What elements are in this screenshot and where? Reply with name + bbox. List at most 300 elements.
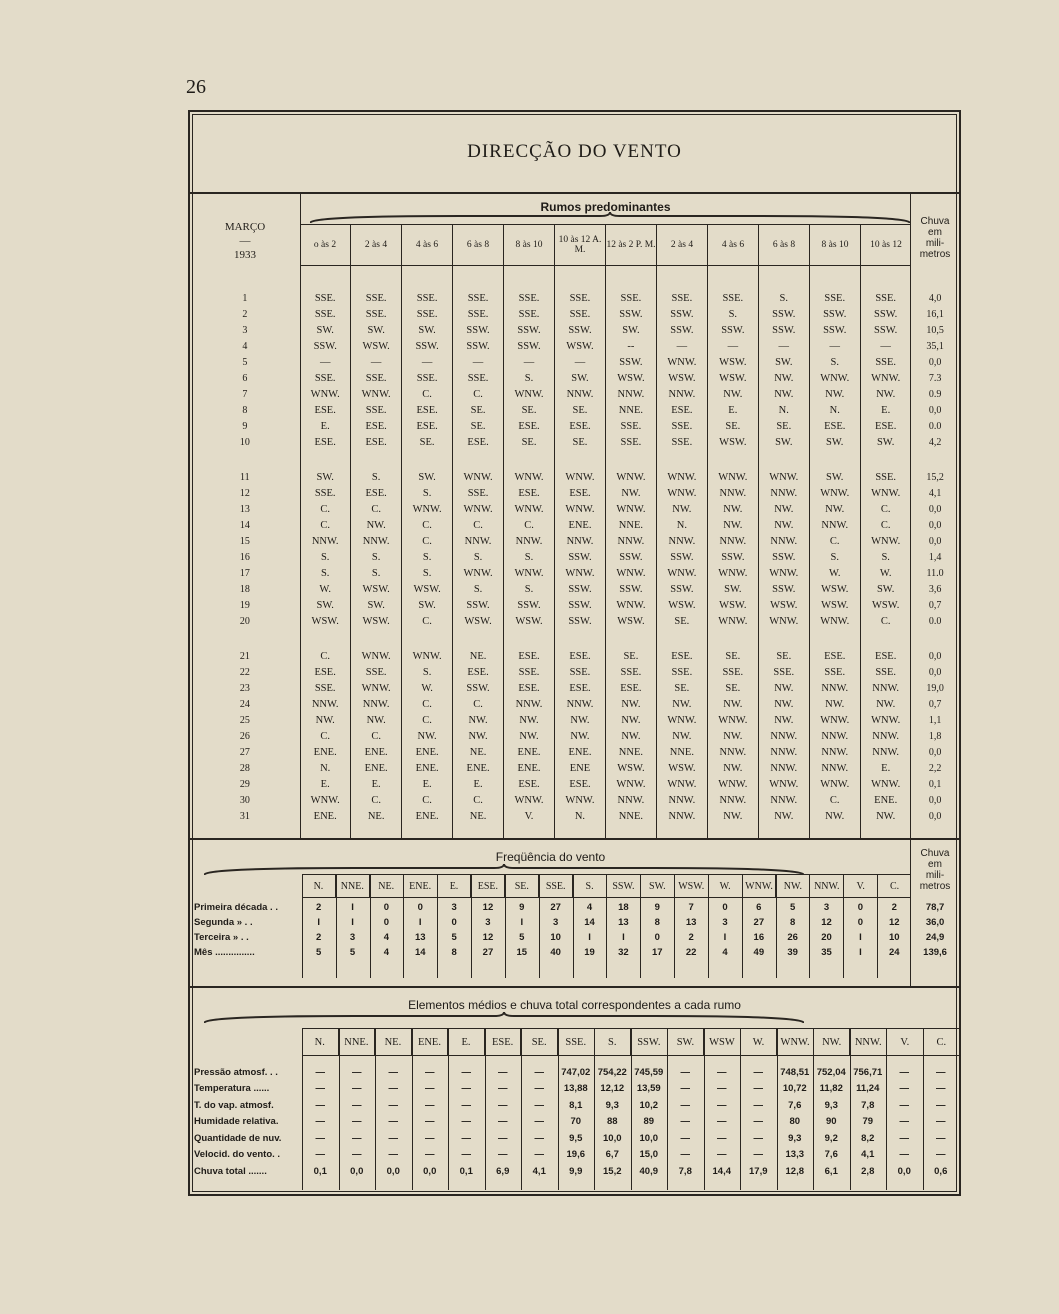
wind-direction-cell: NW. [621,730,641,742]
wind-direction-cell: SE. [419,436,435,448]
elements-cell: — [717,1116,727,1128]
elements-rows [190,1064,959,1180]
wind-direction-cell: SE. [623,650,639,662]
wind-direction-cell: WNW. [871,535,901,547]
wind-direction-cell: ENE. [364,762,388,774]
frequency-cell: 15 [516,947,528,958]
elements-values [302,1100,959,1111]
elements-cell: 4,1 [532,1165,546,1177]
wind-cells [300,779,911,790]
month-label [190,220,300,262]
wind-direction-cell: SSW. [670,551,694,563]
frequency-column-header: S. [572,875,606,897]
wind-direction-cell: NNW. [872,730,900,742]
rain-value: 0,0 [928,794,942,806]
frequency-row [190,915,959,930]
wind-direction-cell: SSE. [518,308,540,320]
wind-direction-cell: WNW. [667,471,697,483]
frequency-column-header: NNE. [335,875,369,897]
row-label: Mês ............... [194,947,255,958]
elements-cell: 9,9 [569,1165,583,1177]
wind-direction-cell: C. [422,615,432,627]
wind-direction-cell: E. [881,762,891,774]
elements-cell: — [315,1083,325,1095]
wind-direction-cell: ESE. [416,404,438,416]
wind-direction-cell: — [727,340,739,352]
wind-direction-cell: NNW. [566,535,594,547]
elements-cell: 7,6 [824,1149,838,1161]
day-row [190,290,959,306]
elements-column-header: N. [314,1036,325,1048]
wind-direction-cell: WNW. [616,599,646,611]
elements-row [190,1064,959,1081]
elements-column-header: WSW [703,1029,740,1055]
wind-direction-cell: NNW. [617,388,645,400]
wind-direction-cell: ENE. [415,762,439,774]
wind-direction-cell: WNW. [667,714,697,726]
wind-direction-cell: NW. [825,698,845,710]
wind-direction-cell: S. [422,567,432,579]
wind-direction-cell: SSW. [466,340,490,352]
wind-direction-cell: — [472,356,484,368]
elements-cell: — [461,1066,471,1078]
wind-direction-cell: SE. [725,420,741,432]
frequency-cell: I [622,932,625,943]
frequency-cell: 9 [519,902,525,913]
rain-header-line: metros [919,881,951,892]
wind-direction-cell: NW. [774,503,794,515]
wind-direction-cell: SE. [674,682,690,694]
elements-cell: — [461,1099,471,1111]
wind-direction-cell: C. [422,698,432,710]
wind-direction-cell: SSE. [569,308,591,320]
wind-direction-cell: SSW. [772,583,796,595]
frequency-values [302,947,911,958]
wind-direction-cell: ESE. [671,650,693,662]
day-row [190,485,959,501]
elements-cell: — [753,1083,763,1095]
hour-header: 2 às 4 [350,225,401,265]
wind-direction-cell: — [880,340,891,352]
hour-header: o às 2 [313,240,337,250]
frequency-column-header: SSW. [606,875,640,897]
wind-direction-cell: NNW. [515,535,543,547]
wind-direction-cell: NW. [723,810,743,822]
elements-cell: — [753,1099,763,1111]
elements-cell: — [425,1083,435,1095]
day-number: 14 [239,519,250,531]
elements-cell: 17,9 [749,1165,768,1177]
wind-direction-cell: E. [422,778,432,790]
frequency-cell: 0 [383,917,390,928]
elements-cell: 0,0 [897,1165,911,1177]
elements-column-header: C. [923,1029,960,1055]
wind-direction-cell: WNW. [463,503,493,515]
wind-direction-cell: SSW. [823,324,847,336]
wind-direction-cell: WNW. [769,615,799,627]
wind-direction-cell: SW. [724,583,742,595]
wind-direction-cell: WNW. [514,794,544,806]
elements-cell: — [680,1132,690,1144]
elements-row [190,1163,959,1180]
day-row [190,680,959,696]
frequency-column-header: SSE. [538,875,572,897]
wind-direction-cell: SSE. [365,404,387,416]
rain-value: 0,0 [928,519,942,531]
elements-column-header: SW. [667,1029,704,1055]
wind-direction-cell: SW. [418,471,436,483]
frequency-values [302,917,911,928]
wind-direction-cell: SSW. [568,615,592,627]
wind-direction-cell: SSE. [671,666,693,678]
wind-direction-cell: SSW. [874,324,898,336]
wind-direction-cell: NNW. [821,519,849,531]
wind-cells [300,357,911,368]
elements-cell: — [461,1116,471,1128]
elements-cell: — [899,1099,909,1111]
wind-cells [300,795,911,806]
frequency-cell: 10 [550,932,561,943]
day-number: 5 [242,356,248,368]
wind-direction-cell: WNW. [412,650,442,662]
wind-direction-cell: NE. [469,650,487,662]
frequency-column-header: N. [313,880,324,892]
frequency-cell: I [351,902,354,913]
frequency-column-header: NNW. [809,875,843,897]
wind-direction-cell: NW. [570,730,590,742]
wind-direction-cell: WNW. [463,567,493,579]
wind-direction-cell: ENE. [364,746,388,758]
frequency-cell: 32 [618,947,629,958]
elements-cell: 80 [789,1116,801,1128]
wind-direction-cell: NW. [468,730,488,742]
wind-direction-cell: SSE. [467,292,489,304]
frequency-cell: 5 [519,932,525,943]
wind-direction-cell: SSE. [365,666,387,678]
wind-direction-cell: E. [371,778,381,790]
wind-direction-cell: NNE. [618,810,644,822]
frequency-cell: 2 [316,902,322,913]
day-number: 2 [242,308,248,320]
wind-direction-cell: WNW. [565,471,595,483]
wind-direction-cell: NNE. [669,746,694,758]
wind-direction-cell: SSE. [569,666,591,678]
wind-direction-cell: NW. [723,503,743,515]
day-row [190,533,959,549]
wind-direction-cell: C. [320,519,331,531]
frequency-cell: 9 [654,902,660,913]
elements-cell: — [461,1149,471,1161]
wind-direction-cell: NNW. [770,487,798,499]
wind-direction-cell: WSW. [464,615,492,627]
wind-direction-cell: WNW. [871,487,901,499]
elements-cell: 9,5 [569,1132,583,1144]
wind-direction-cell: WSW. [770,599,798,611]
wind-direction-cell: S. [779,292,788,304]
wind-direction-cell: — [523,356,535,368]
wind-direction-cell: SSW. [568,324,592,336]
frequency-cell: 5 [790,902,796,913]
elements-cell: — [753,1066,763,1078]
wind-direction-cell: NW. [723,698,743,710]
frequency-cell: 35 [821,947,832,958]
wind-direction-cell: WSW. [362,615,390,627]
elements-cell: — [461,1083,471,1095]
wind-direction-cell: WSW. [719,372,747,384]
day-row [190,418,959,434]
wind-direction-cell: WNW. [718,567,748,579]
frequency-cell: 4 [383,947,390,958]
wind-direction-cell: SSE. [722,666,744,678]
frequency-column-header: SE. [504,875,538,897]
elements-cell: — [534,1132,544,1144]
frequency-title: Freqüência do vento [495,850,606,864]
page-number: 26 [186,76,206,98]
elements-values [302,1166,959,1177]
day-number: 19 [239,599,250,611]
wind-direction-cell: SSW. [619,308,643,320]
elements-cell: 8,2 [861,1132,875,1144]
rain-header-line: Chuva [920,216,950,227]
wind-cells [300,667,911,678]
wind-direction-cell: NW. [774,372,794,384]
elements-brace [204,1012,804,1024]
elements-column-header: S. [594,1029,631,1055]
wind-direction-cell: SSE. [365,372,387,384]
wind-direction-cell: NNW. [311,535,339,547]
wind-direction-cell: ESE. [569,650,591,662]
elements-cell: — [388,1116,398,1128]
wind-direction-cell: ESE. [467,666,489,678]
wind-direction-cell: ENE [569,762,591,774]
wind-direction-cell: SSE. [467,487,489,499]
elements-cell: — [498,1066,508,1078]
frequency-cell: 22 [685,947,697,958]
wind-direction-cell: WSW. [668,372,696,384]
wind-direction-cell: SSE. [518,292,540,304]
wind-direction-cell: SSE. [314,308,336,320]
wind-direction-cell: WSW. [566,340,594,352]
wind-direction-cell: ESE. [824,650,846,662]
hour-header: 6 às 8 [758,225,809,265]
wind-direction-cell: SW. [775,356,793,368]
wind-direction-cell: ESE. [875,650,897,662]
day-row [190,549,959,565]
wind-cells [300,699,911,710]
rain-value: 0,0 [928,746,942,758]
wind-direction-cell: SSW. [568,599,592,611]
rain-value: 1,8 [928,730,942,742]
elements-cell: 11,24 [856,1083,880,1095]
wind-direction-cell: S. [320,551,330,563]
row-label: Primeira década . . [194,902,278,913]
wind-direction-cell: ENE. [415,810,439,822]
elements-cell: — [534,1066,544,1078]
elements-cell: — [425,1132,435,1144]
elements-column-header: SSE. [557,1029,594,1055]
wind-direction-cell: SSW. [517,340,541,352]
elements-cell: 9,3 [824,1099,838,1111]
elements-cell: — [315,1132,325,1144]
frequency-cell: 0 [722,902,728,913]
wind-direction-cell: E. [881,404,891,416]
rain-value: 0.0 [928,615,942,627]
rain-header-line: em [928,859,942,870]
row-label: Quantidade de nuv. [194,1132,282,1144]
elements-cell: — [936,1099,946,1111]
frequency-cell: I [859,932,862,943]
wind-direction-cell: SSE. [467,308,489,320]
wind-direction-cell: SSW. [466,682,490,694]
wind-direction-cell: NNW. [719,794,747,806]
frequency-cell: 5 [451,932,457,943]
elements-cell: — [680,1099,690,1111]
rain-value: 3,6 [928,583,942,595]
day-number: 4 [242,340,248,352]
wind-direction-cell: WSW. [617,615,645,627]
wind-direction-cell: WSW. [362,340,390,352]
elements-column-header: E. [447,1029,484,1055]
wind-cells [300,584,911,595]
wind-direction-cell: ESE. [314,436,336,448]
wind-direction-cell: NNW. [668,810,696,822]
elements-cell: 13,3 [785,1149,804,1161]
wind-direction-cell: ESE. [518,650,540,662]
wind-direction-cell: SE. [470,404,486,416]
frequency-cell: 24 [888,947,900,958]
frequency-cell: 0 [417,902,423,913]
frequency-cell: 5 [349,947,356,958]
elements-cell: — [498,1149,508,1161]
wind-direction-cell: S. [830,551,839,563]
frequency-cell: 3 [553,917,559,928]
wind-cells [300,293,911,304]
wind-direction-cell: SE. [470,420,486,432]
elements-cell: — [753,1149,763,1161]
hour-header: 4 às 6 [707,225,758,265]
frequency-cell: 14 [414,947,426,958]
wind-direction-cell: WNW. [616,503,646,515]
wind-direction-cell: W. [828,567,841,579]
rain-value: 16,1 [926,308,944,320]
wind-direction-cell: C. [473,519,483,531]
wind-direction-cell: — [574,356,586,368]
wind-direction-cell: SSW. [619,551,643,563]
elements-cell: 90 [825,1116,837,1128]
day-row [190,338,959,354]
wind-direction-cell: SSW. [415,340,439,352]
frequency-cell: 5 [316,947,322,958]
wind-direction-cell: NNW. [821,682,849,694]
wind-direction-cell: E. [320,420,330,432]
elements-column-header: ESE. [484,1029,521,1055]
day-number: 24 [239,698,250,710]
wind-direction-cell: NW. [519,730,539,742]
frequency-column-header: WSW. [674,875,708,897]
wind-direction-cell: N. [778,404,789,416]
frequency-row [190,900,959,915]
wind-direction-cell: SSW. [517,599,541,611]
wind-direction-cell: S. [473,551,483,563]
frequency-cell: 4 [586,902,593,913]
wind-direction-cell: WNW. [616,778,646,790]
wind-direction-cell: WNW. [820,372,850,384]
rain-value: 1,4 [928,551,942,563]
wind-direction-cell: WNW. [667,567,697,579]
day-number: 15 [239,535,250,547]
elements-column-header: WNW. [776,1029,813,1055]
wind-direction-cell: WNW. [871,778,901,790]
wind-direction-cell: NW. [672,730,692,742]
elements-cell: 10,0 [639,1132,658,1144]
row-label: Chuva total ....... [194,1165,267,1177]
wind-direction-cell: SW. [622,324,640,336]
wind-direction-cell: — [778,340,790,352]
wind-direction-cell: SSW. [670,324,694,336]
wind-direction-cell: S. [473,583,483,595]
frequency-cell: 14 [584,917,595,928]
wind-direction-cell: C. [473,794,483,806]
wind-direction-cell: S. [728,308,738,320]
wind-cells [300,488,911,499]
wind-direction-cell: NNW. [719,535,747,547]
rain-value: 4,1 [928,487,942,499]
frequency-cell: 4 [383,932,390,943]
wind-direction-cell: V. [524,810,534,822]
row-label: Humidade relativa. [194,1116,279,1128]
wind-frequency-table [190,840,959,988]
wind-direction-cell: SSE. [518,666,540,678]
day-number: 25 [239,714,250,726]
elements-cell: 15,0 [639,1149,658,1161]
elements-cell: 10,2 [639,1099,658,1111]
elements-cell: — [534,1116,544,1128]
wind-direction-cell: S. [320,567,330,579]
wind-direction-cell: ENE. [313,810,337,822]
wind-direction-cell: SE. [776,420,792,432]
wind-cells [300,683,911,694]
elements-cell: 745,59 [634,1066,664,1078]
day-number: 1 [242,292,248,304]
day-number: 11 [240,471,250,483]
frequency-cell: 2 [891,902,897,913]
elements-cell: — [717,1149,727,1161]
frequency-cell: 18 [618,902,629,913]
frequency-cell: 20 [821,932,832,943]
elements-cell: 0,0 [350,1165,364,1177]
frequency-cell: I [351,917,354,928]
elements-cell: — [498,1083,508,1095]
elements-cell: 40,9 [639,1165,658,1177]
elements-column-headers [302,1028,959,1056]
frequency-cell: 19 [584,947,595,958]
wind-direction-cell: NNW. [362,535,390,547]
wind-direction-cell: ENE. [517,746,541,758]
wind-direction-cell: NNW. [566,698,594,710]
day-number: 26 [239,730,250,742]
hour-header: 10 às 12 [860,225,911,265]
frequency-column-header: SW. [640,875,674,897]
wind-direction-cell: E. [728,404,738,416]
day-row [190,728,959,744]
wind-direction-cell: NW. [774,682,794,694]
elements-cell: 4,1 [861,1149,875,1161]
wind-direction-cell: NW. [876,388,896,400]
elements-cell: 0,1 [459,1165,473,1177]
elements-cell: 15,2 [603,1165,622,1177]
frequency-values [302,902,911,913]
elements-cell: — [680,1083,690,1095]
